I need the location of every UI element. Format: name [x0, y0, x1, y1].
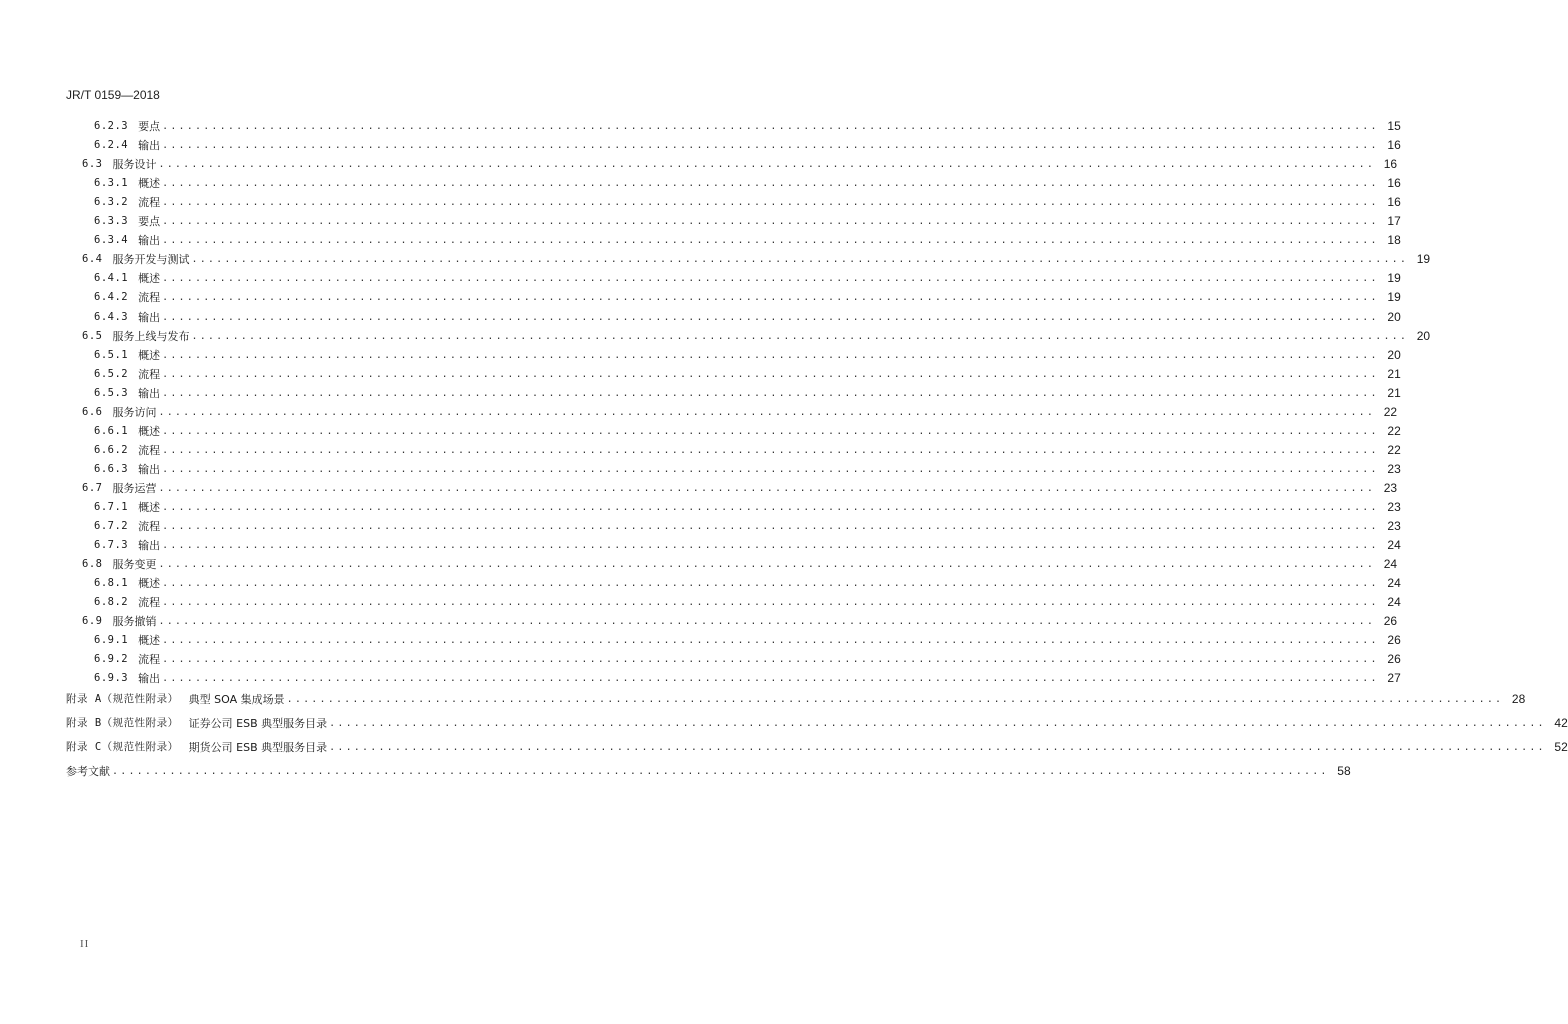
toc-entry-title: 服务设计 — [112, 158, 157, 172]
toc-entry-title: 概述 — [138, 634, 161, 648]
toc-entry-title: 流程 — [138, 443, 161, 457]
toc-entry-title: 流程 — [138, 596, 161, 610]
toc-dot-leader: .................................................................................................................................................... — [158, 159, 1376, 171]
toc-entry[interactable] — [0, 536, 1401, 555]
toc-entry-title: 证券公司 ESB 典型服务目录 — [188, 717, 328, 730]
toc-entry[interactable] — [0, 365, 1401, 384]
toc-entry-page: 21 — [1387, 366, 1401, 381]
toc-entry[interactable] — [0, 193, 1401, 212]
toc-dot-leader: .................................................................................................................................................... — [162, 140, 1379, 152]
toc-dot-leader: .................................................................................................................................................... — [158, 406, 1376, 418]
toc-dot-leader: .................................................................................................................................................... — [162, 597, 1379, 609]
toc-entry-number: 6.8.2 — [94, 596, 129, 609]
toc-entry[interactable] — [0, 612, 1398, 631]
toc-entry[interactable] — [0, 498, 1401, 517]
toc-dot-leader: .................................................................................................................................................... — [162, 502, 1379, 513]
toc-entry-title: 服务开发与测试 — [112, 253, 190, 267]
toc-entry-number: 6.3.4 — [94, 234, 129, 247]
toc-entry-number: 6.3 — [82, 158, 103, 171]
toc-entry-page: 23 — [1387, 461, 1401, 476]
toc-entry[interactable] — [0, 346, 1401, 365]
toc-entry-title: 输出 — [138, 139, 161, 153]
toc-entry[interactable] — [0, 117, 1401, 136]
toc-entry-title: 服务变更 — [112, 558, 157, 572]
toc-entry-title: 服务运营 — [112, 481, 157, 495]
toc-entry[interactable] — [0, 136, 1401, 155]
toc-entry[interactable] — [0, 479, 1398, 498]
toc-entry-page: 28 — [1511, 692, 1526, 706]
toc-entry-number: 6.8 — [82, 558, 103, 571]
toc-entry-number: 6.8.1 — [94, 577, 129, 590]
toc-entry[interactable] — [0, 422, 1401, 441]
toc-dot-leader: .................................................................................................................................................... — [162, 197, 1379, 209]
toc-entry-page: 20 — [1387, 309, 1401, 324]
toc-dot-leader: .................................................................................................................................................... — [191, 254, 1409, 266]
toc-entry[interactable] — [0, 174, 1401, 193]
toc-entry[interactable] — [0, 669, 1401, 688]
toc-entry-number: 附录 B（规范性附录） — [66, 717, 179, 729]
toc-dot-leader: .................................................................................................................................................... — [162, 235, 1379, 247]
toc-entry-title: 输出 — [138, 462, 161, 476]
toc-entry-number: 6.5.3 — [94, 386, 129, 399]
toc-entry-title: 概述 — [138, 501, 161, 514]
toc-dot-leader: .................................................................................................................................................... — [162, 216, 1379, 228]
toc-entry[interactable] — [0, 250, 1431, 269]
toc-entry-page: 24 — [1387, 576, 1401, 591]
toc-entry-title: 流程 — [138, 291, 161, 305]
toc-entry-title: 流程 — [138, 367, 161, 381]
toc-entry-number: 6.6.2 — [94, 443, 129, 456]
toc-entry-page: 22 — [1387, 442, 1401, 457]
toc-entry[interactable] — [0, 308, 1401, 327]
toc-entry-page: 18 — [1387, 233, 1401, 248]
toc-entry-title: 流程 — [138, 520, 161, 534]
toc-entry-page: 27 — [1387, 671, 1401, 686]
toc-entry-number: 6.9.1 — [94, 634, 129, 647]
toc-entry-page: 22 — [1383, 404, 1398, 419]
toc-dot-leader: .................................................................................................................................................... — [162, 292, 1379, 304]
toc-entry-title: 输出 — [138, 539, 161, 553]
toc-entry-title: 概述 — [138, 177, 161, 191]
toc-entry-page: 17 — [1387, 214, 1401, 229]
toc-entry-page: 52 — [1554, 740, 1568, 754]
toc-entry-page: 26 — [1383, 614, 1398, 629]
toc-entry-number: 6.9.2 — [94, 653, 129, 666]
toc-entry[interactable] — [0, 574, 1401, 593]
toc-entry-number: 6.9 — [82, 615, 103, 628]
toc-entry-number: 6.3.3 — [94, 215, 129, 228]
toc-dot-leader: .................................................................................................................................................... — [158, 616, 1376, 628]
toc-entry[interactable] — [0, 460, 1401, 479]
toc-entry-number: 附录 C（规范性附录） — [66, 741, 179, 753]
toc-entry-number: 附录 A（规范性附录） — [66, 693, 179, 705]
toc-entry[interactable] — [0, 384, 1401, 403]
toc-entry[interactable] — [0, 650, 1401, 669]
toc-entry-number: 6.2.4 — [94, 139, 129, 152]
toc-entry-page: 24 — [1383, 557, 1398, 572]
toc-entry-number: 6.6 — [82, 405, 103, 418]
toc-entry-page: 24 — [1387, 538, 1401, 553]
toc-entry-page: 58 — [1337, 764, 1351, 778]
toc-entry-number: 6.4.3 — [94, 310, 129, 323]
toc-entry-number: 6.5 — [82, 329, 103, 342]
toc-entry[interactable] — [0, 593, 1401, 612]
toc-entry-number: 6.6.1 — [94, 424, 129, 437]
toc-dot-leader: .................................................................................................................................................... — [162, 654, 1379, 666]
toc-dot-leader: .................................................................................................................................................... — [162, 368, 1379, 380]
toc-entry[interactable] — [0, 269, 1401, 288]
toc-entry-page: 15 — [1387, 119, 1401, 133]
toc-entry[interactable] — [0, 212, 1401, 231]
toc-entry-number: 6.4 — [82, 253, 103, 266]
toc-dot-leader: .................................................................................................................................................... — [162, 673, 1379, 685]
toc-entry-title: 服务上线与发布 — [112, 329, 190, 343]
toc-dot-leader: .................................................................................................................................................... — [162, 349, 1379, 361]
toc-dot-leader: .................................................................................................................................................... — [158, 559, 1376, 571]
toc-entry-page: 16 — [1387, 176, 1401, 191]
toc-entry[interactable] — [0, 690, 1526, 709]
toc-dot-leader: .................................................................................................................................................... — [162, 578, 1379, 590]
toc-entry-page: 16 — [1383, 157, 1398, 172]
toc-entry-page: 20 — [1387, 347, 1401, 362]
toc-dot-leader: .................................................................................................................................................... — [162, 311, 1379, 323]
toc-entry-page: 16 — [1387, 195, 1401, 210]
toc-entry-number: 6.6.3 — [94, 462, 129, 475]
toc-entry[interactable] — [0, 155, 1398, 174]
toc-entry-page: 26 — [1387, 652, 1401, 667]
toc-entry-number: 6.3.1 — [94, 177, 129, 190]
toc-entry-number: 6.7.1 — [94, 501, 129, 513]
toc-entry-page: 23 — [1387, 519, 1401, 534]
toc-dot-leader: .................................................................................................................................................... — [162, 178, 1379, 190]
toc-entry-title: 概述 — [138, 577, 161, 591]
toc-entry[interactable] — [0, 555, 1398, 574]
toc-dot-leader: .................................................................................................................................................... — [162, 444, 1379, 456]
toc-entry-title: 要点 — [138, 215, 161, 229]
toc-entry-title: 典型 SOA 集成场景 — [188, 693, 285, 706]
toc-entry-page: 23 — [1387, 500, 1401, 514]
toc-entry-number: 6.5.2 — [94, 367, 129, 380]
toc-entry[interactable] — [0, 631, 1401, 650]
toc-entry-title: 概述 — [138, 348, 161, 362]
toc-entry[interactable] — [0, 403, 1398, 422]
toc-entry-title: 输出 — [138, 386, 161, 400]
document-id-header: JR/T 0159—2018 — [66, 88, 160, 102]
toc-dot-leader: .................................................................................................................................................... — [158, 482, 1376, 494]
toc-entry-title: 概述 — [138, 424, 161, 438]
toc-entry-number: 6.7.2 — [94, 520, 129, 533]
toc-dot-leader: .................................................................................................................................................... — [162, 521, 1379, 533]
toc-entry[interactable] — [0, 288, 1401, 307]
toc-entry-title: 参考文献 — [66, 765, 110, 778]
toc-entry-number: 6.2.3 — [94, 120, 129, 132]
toc-entry-page: 23 — [1383, 480, 1398, 495]
toc-entry[interactable] — [0, 762, 1351, 781]
toc-dot-leader: .................................................................................................................................................... — [162, 121, 1379, 132]
toc-dot-leader: .................................................................................................................................................... — [162, 425, 1379, 437]
toc-entry-number: 6.4.1 — [94, 272, 129, 285]
toc-entry-title: 输出 — [138, 672, 161, 686]
toc-entry-number: 6.7.3 — [94, 539, 129, 552]
toc-dot-leader: .................................................................................................................................................... — [329, 718, 1546, 729]
toc-entry-page: 26 — [1387, 633, 1401, 648]
toc-dot-leader: .................................................................................................................................................... — [162, 387, 1379, 399]
toc-dot-leader: .................................................................................................................................................... — [329, 742, 1546, 753]
toc-entry-title: 流程 — [138, 653, 161, 667]
toc-dot-leader: .................................................................................................................................................... — [286, 694, 1504, 705]
toc-dot-leader: .................................................................................................................................................... — [162, 635, 1379, 647]
toc-entry[interactable] — [0, 517, 1401, 536]
toc-entry-page: 42 — [1554, 716, 1568, 730]
toc-entry[interactable] — [0, 441, 1401, 460]
toc-dot-leader: .................................................................................................................................................... — [191, 330, 1409, 342]
toc-entry-page: 20 — [1416, 328, 1431, 343]
toc-entry-title: 概述 — [138, 272, 161, 286]
toc-entry-number: 6.7 — [82, 481, 103, 494]
toc-entry-title: 期货公司 ESB 典型服务目录 — [188, 741, 328, 754]
toc-entry-number: 6.3.2 — [94, 196, 129, 209]
toc-dot-leader: .................................................................................................................................................... — [162, 463, 1379, 475]
toc-entry-page: 21 — [1387, 385, 1401, 400]
toc-entry-number: 6.9.3 — [94, 672, 129, 685]
toc-entry-title: 服务撤销 — [112, 615, 157, 629]
toc-entry-title: 输出 — [138, 310, 161, 324]
toc-entry-page: 19 — [1416, 252, 1431, 267]
toc-dot-leader: .................................................................................................................................................... — [112, 766, 1329, 777]
toc-entry-page: 24 — [1387, 595, 1401, 610]
toc-entry-title: 要点 — [138, 120, 161, 133]
toc-entry-page: 19 — [1387, 290, 1401, 305]
toc-entry[interactable] — [0, 327, 1431, 346]
toc-entry-title: 输出 — [138, 234, 161, 248]
page-number: II — [80, 938, 90, 950]
toc-dot-leader: .................................................................................................................................................... — [162, 273, 1379, 285]
toc-entry-number: 6.5.1 — [94, 348, 129, 361]
toc-entry-page: 22 — [1387, 423, 1401, 438]
toc-entry-page: 16 — [1387, 138, 1401, 153]
toc-entry[interactable] — [0, 231, 1401, 250]
toc-entry[interactable] — [0, 714, 1568, 733]
toc-entry-title: 流程 — [138, 196, 161, 210]
toc-entry-title: 服务访问 — [112, 405, 157, 419]
toc-entry[interactable] — [0, 738, 1568, 757]
toc-entry-number: 6.4.2 — [94, 291, 129, 304]
toc-entry-page: 19 — [1387, 271, 1401, 286]
toc-dot-leader: .................................................................................................................................................... — [162, 540, 1379, 552]
